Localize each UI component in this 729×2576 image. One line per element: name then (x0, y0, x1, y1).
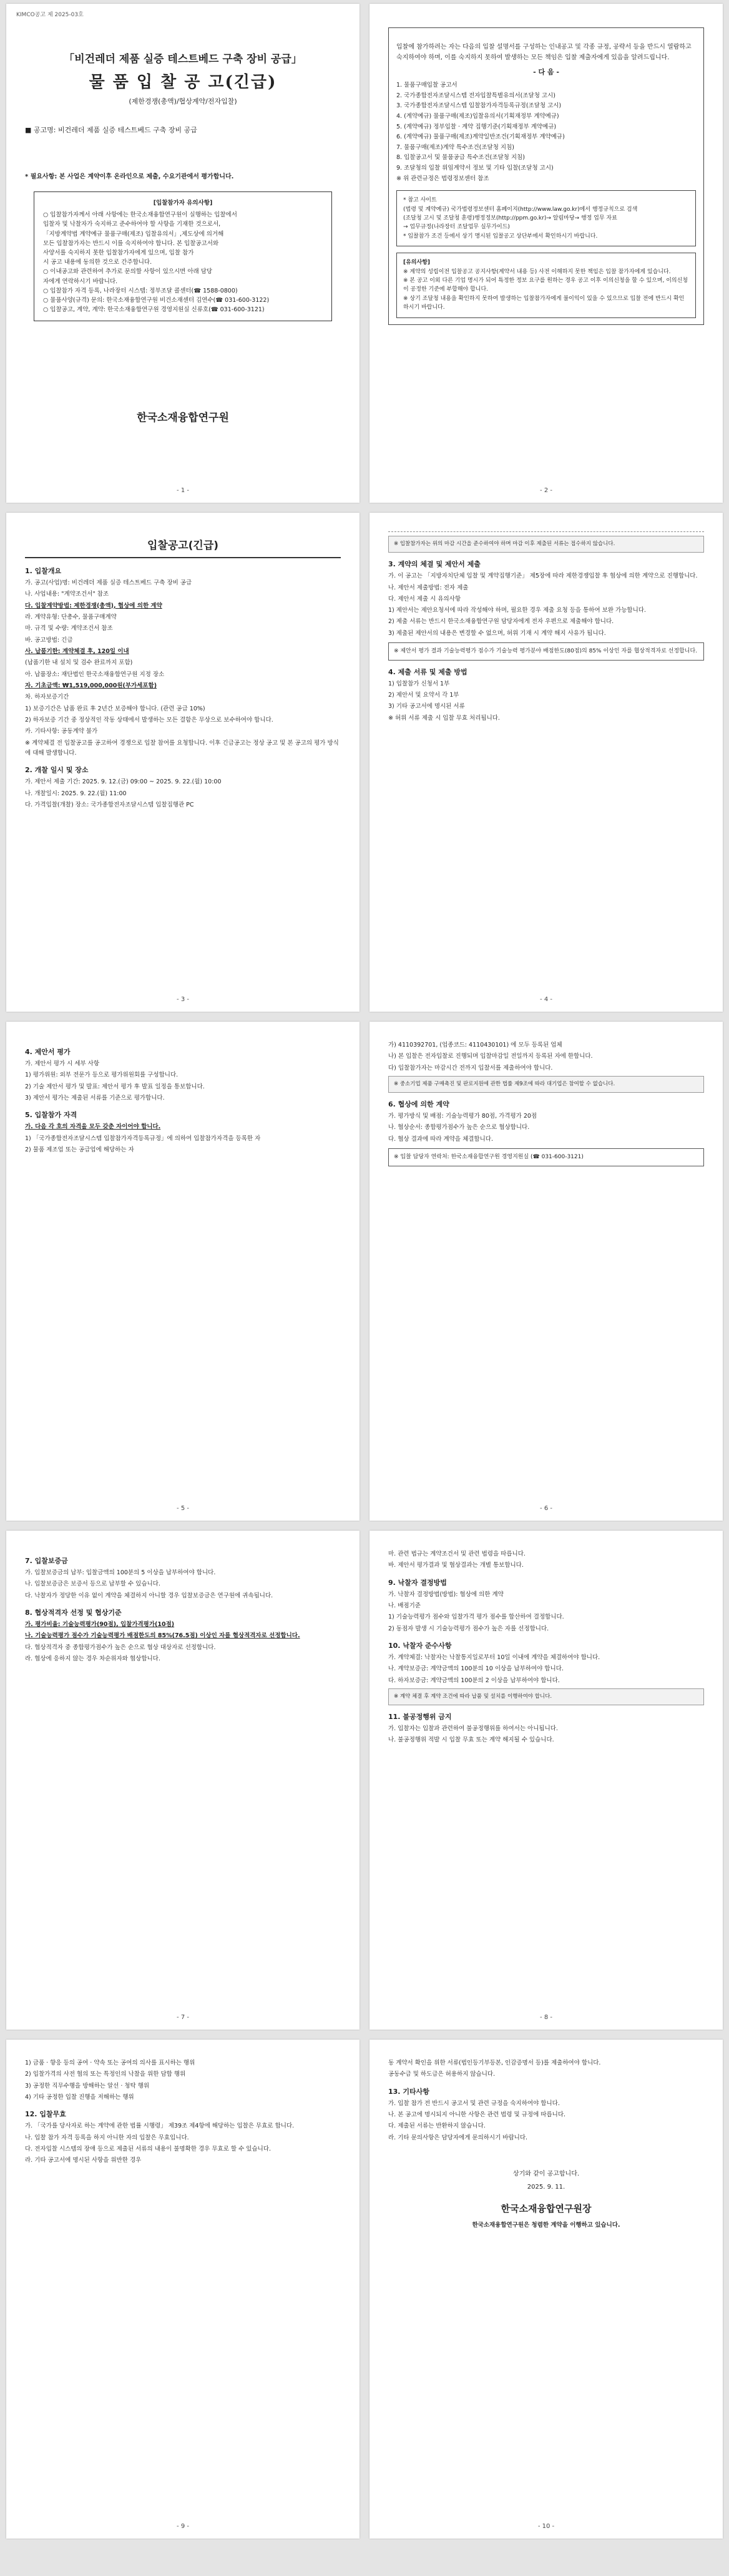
section-body (25, 2058, 341, 2103)
text-line: 1) 평가위원: 외부 전문가 등으로 평가위원회를 구성합니다. (25, 1072, 179, 1079)
box-line: (법령 및 계약예규) 국가법령정보센터 홈페이지(http://www.law.go.kr)에서 행정규칙으로 검색 (403, 206, 638, 213)
cover-main-title: 물 품 입 찰 공 고(긴급) (89, 73, 277, 92)
text-line: 공동수급 및 하도급은 허용하지 않습니다. (388, 2071, 496, 2078)
section-body (25, 1122, 341, 1155)
list-item: 6. (계약예규) 물품구매(제조)계약일반조건(기획재정부 계약예규) (396, 133, 565, 141)
page-number: - 8 - (540, 2014, 552, 2021)
text-line: 사. 납품기한: 계약체결 후, 120일 이내 (25, 647, 129, 655)
caution-line: ※ 계약의 성립이전 입찰공고 공지사항(계약서 내용 등) 사전 이해하지 못한 책임은 입찰 참가자에게 있습니다. (403, 268, 671, 275)
section-body (388, 1549, 704, 1571)
integrity-statement: 한국소재융합연구원은 청렴한 계약을 이행하고 있습니다. (472, 2221, 620, 2229)
text-line: 다. 입찰계약방법: 제한경쟁(총액), 협상에 의한 계약 (25, 602, 162, 609)
text-line: 1) 제안서는 제안요청서에 따라 작성해야 하며, 필요한 경우 제출 요청 등을 통하여 보완 가능합니다. (388, 607, 646, 614)
text-line: 나. 제안서 제출방법: 전자 제출 (388, 584, 469, 591)
sme-note: ※ 중소기업 제품 구매촉진 및 판로지원에 관한 법률 제9조에 따라 대기업은 참여할 수 없습니다. (388, 1076, 704, 1093)
text-line: 가. 「국가를 당사자로 하는 계약에 관한 법률 시행령」 제39조 제4항에 해당하는 입찰은 무효로 합니다. (25, 2123, 295, 2130)
list-item: 1. 물품구매입찰 공고서 (396, 82, 457, 89)
reference-section (388, 27, 704, 325)
text-line: 2) 제안서 및 요약서 각 1부 (388, 691, 459, 699)
text-line: 다. 협상적격자 중 종합평가점수가 높은 순으로 협상 대상자로 선정합니다. (25, 1644, 216, 1651)
page-number: - 10 - (537, 2523, 555, 2530)
reference-sites-box (396, 190, 696, 246)
section-heading: 3. 계약의 체결 및 제안서 제출 (388, 560, 481, 569)
text-line: (납품기한 내 설치 및 검수 완료까지 포함) (25, 659, 133, 667)
text-line: 가. 계약체결: 낙찰자는 낙찰통지일로부터 10일 이내에 계약을 체결하여야 합니다. (388, 1654, 600, 1661)
text-line: 나. 배점기준 (388, 1602, 421, 1609)
text-line: 나. 본 공고에 명시되지 아니한 사항은 관련 법령 및 규정에 따릅니다. (388, 2111, 566, 2118)
text-line: 다. 낙찰자가 정당한 이유 없이 계약을 체결하지 아니할 경우 입찰보증금은 연구원에 귀속됩니다. (25, 1592, 273, 1599)
page-3 (6, 513, 360, 1012)
notice-line: ○ 입찰참가자께서 아래 사항에는 한국소재융합연구원이 실행하는 입찰에서 (43, 211, 237, 219)
section-body (388, 2099, 704, 2143)
text-line: 2) 하자보증 기간 중 정상적인 작동 상태에서 발생하는 모든 결함은 무상으로 보수하여야 합니다. (25, 716, 273, 724)
section-body (25, 578, 341, 758)
page-2 (369, 4, 723, 503)
section-heading: 9. 낙찰자 결정방법 (388, 1578, 447, 1587)
text-line: 1) 보증기간은 납품 완료 후 2년간 보증해야 합니다. (관련 공급 10%) (25, 705, 205, 712)
notice-line: 자에게 연락하시기 바랍니다. (43, 278, 118, 285)
page-9 (6, 2040, 360, 2539)
notice-line: 사양서를 숙지하지 못한 입찰참가자에게 있으며, 입찰 참가 (43, 249, 194, 256)
text-line: 나) 본 입찰은 전자입찰로 진행되며 입찰마감일 전일까지 등록된 자에 한합니다. (388, 1053, 593, 1060)
page-number: - 5 - (177, 1505, 189, 1512)
section-body (25, 2121, 341, 2166)
notice-line: 입찰자 및 낙찰자가 숙지하고 준수하여야 할 사항을 기재한 것으로서, (43, 221, 221, 228)
text-line: 다) 입찰참가자는 마감시간 전까지 입찰서를 제출하여야 합니다. (388, 1064, 553, 1072)
text-line: 다. 제출된 서류는 반환하지 않습니다. (388, 2123, 486, 2130)
section-body (388, 571, 704, 639)
section-body (388, 2058, 704, 2080)
notice-title: 입찰공고(긴급) (147, 540, 219, 552)
caution-title: [유의사항] (403, 259, 431, 266)
text-line: 다. 제안서 제출 시 유의사항 (388, 595, 461, 603)
section-body (25, 1059, 341, 1103)
page-number: - 4 - (540, 996, 552, 1003)
text-line: 나. 기술능력평가 점수가 기술능력평가 배점한도의 85%(76.5점) 이상인 자를 협상적격자로 선정합니다. (25, 1632, 300, 1640)
page-number: - 1 - (177, 487, 189, 494)
section-body (388, 1590, 704, 1634)
page-number: - 6 - (540, 1505, 552, 1512)
page-8 (369, 1531, 723, 2030)
section-heading: 7. 입찰보증금 (25, 1557, 68, 1565)
text-line: 4) 기타 공정한 입찰 진행을 저해하는 행위 (25, 2093, 134, 2101)
page-number: - 7 - (177, 2014, 189, 2021)
text-line: 가. 다음 각 호의 자격을 모두 갖춘 자이어야 합니다. (25, 1123, 161, 1131)
page-number: - 2 - (540, 487, 552, 494)
notice-box-title: [입찰참가자 유의사항] (153, 200, 213, 206)
text-line: 나. 입찰보증금은 보증서 등으로 납부할 수 있습니다. (25, 1581, 160, 1588)
closing-organization: 한국소재융합연구원장 (501, 2202, 592, 2214)
section-heading: 5. 입찰참가 자격 (25, 1111, 77, 1120)
page-number: - 9 - (177, 2523, 189, 2530)
section-body (388, 679, 704, 724)
caution-box (396, 253, 696, 317)
text-line: 바. 제안서 평가결과 및 협상결과는 개별 통보합니다. (388, 1562, 524, 1569)
cover-subtitle: (제한경쟁(총액)/협상계약/전자입찰) (129, 97, 237, 105)
box-line: (조달청 고시 및 조달청 훈령)행정정보(http://ppm.go.kr)→ 알림마당→ 행정 업무 자료 (403, 215, 617, 222)
contact-line: ○ 입찰공고, 계약, 계약: 한국소재융합연구원 경영지원실 신류호(☎ 031-600-3121) (43, 306, 265, 314)
text-line: 마. 규격 및 수량: 계약조건서 참조 (25, 625, 113, 632)
text-line: 2) 입찰가격의 사전 협의 또는 특정인의 낙찰을 위한 담합 행위 (25, 2071, 186, 2078)
section-body (388, 1653, 704, 1686)
section-heading: 8. 협상적격자 선정 및 협상기준 (25, 1608, 122, 1617)
text-line: 나. 협상순서: 종합평가점수가 높은 순으로 협상합니다. (388, 1124, 530, 1131)
section-body (25, 1568, 341, 1601)
list-item: 3. 국가종합전자조달시스템 입찰참가자격등록규정(조달청 고시) (396, 102, 562, 110)
notice-line: 시 공고 내용에 동의한 것으로 간주합니다. (43, 259, 152, 266)
section-body (388, 1040, 704, 1073)
text-line: 나. 입찰 참가 자격 등록을 하지 아니한 자의 입찰은 무효입니다. (25, 2134, 189, 2141)
list-item: 8. 입찰공고서 및 물품공급 특수조건(조달청 지침) (396, 154, 525, 162)
page-10 (369, 2040, 723, 2539)
evaluation-note-box: ※ 제안서 평가 결과 기술능력평가 점수가 기술능력 평가분야 배점한도(80점)의 85% 이상인 자를 협상적격자로 선정합니다. (388, 642, 704, 660)
section-body (25, 777, 341, 810)
caution-line: ※ 본 공고 이외 다른 기업 명시가 되어 특정한 정보 요구를 원하는 경우 공고 이후 이의신청을 할 수 있으며, 이의신청이 공정한 기준에 부합해야 합니다. (403, 277, 688, 293)
intro-text: 입찰에 참가하려는 자는 다음의 입찰 설명서를 구성하는 인내공고 및 각종 규정, 공략서 등을 반드시 열람하고 숙지하여야 하며, 이를 숙지하지 못하여 발생하는 모든 책임은 입찰 제출자에게 있음을 알려드립니다. (396, 44, 692, 61)
text-line: 나. 개찰일시: 2025. 9. 22.(월) 11:00 (25, 790, 127, 797)
text-line: 가. 평가비율: 기술능력평가(90점), 입찰가격평가(10점) (25, 1620, 175, 1628)
section-heading: - 다 음 - (533, 68, 559, 76)
text-line: 가. 이 공고는 「지방자치단체 입찰 및 계약집행기준」 제5장에 따라 제한경쟁입찰 후 협상에 의한 계약으로 진행합니다. (388, 573, 698, 580)
text-line: 2) 기술 제안서 평가 및 발표: 제안서 평가 후 발표 일정을 통보합니다. (25, 1083, 205, 1090)
section-body (388, 1724, 704, 1746)
text-line: 아. 납품장소: 재단법인 한국소재융합연구원 지정 장소 (25, 671, 165, 678)
contract-note: ※ 계약 체결 후 계약 조건에 따라 납품 및 설치를 이행하여야 합니다. (388, 1688, 704, 1705)
text-line: 1) 「국가종합전자조달시스템 입찰참가자격등록규정」에 의하여 입찰참가자격을 등록한 자 (25, 1135, 261, 1142)
list-item: 4. (계약예규) 물품구매(제조)입찰유의서(기획재정부 계약예규) (396, 112, 559, 120)
text-line: 가. 낙찰자 결정방법(방법): 협상에 의한 계약 (388, 1591, 504, 1598)
section-heading: 1. 입찰개요 (25, 567, 62, 575)
text-line: 다. 하자보증금: 계약금액의 100분의 2 이상을 납부하여야 합니다. (388, 1677, 560, 1684)
section-heading: 12. 입찰무효 (25, 2110, 66, 2119)
section-heading: 11. 불공정행위 금지 (388, 1713, 452, 1721)
notice-line: ○ 이내공고와 관련하여 추가로 문의할 사항이 있으시면 아래 담당 (43, 268, 213, 276)
page-6 (369, 1022, 723, 1521)
text-line: 2) 동점자 발생 시 기술능력평가 점수가 높은 자를 선정합니다. (388, 1625, 549, 1632)
section-heading: 13. 기타사항 (388, 2087, 429, 2096)
top-note: ※ 입찰참가자는 위의 마감 시간을 준수하여야 하며 마감 이후 제출된 서류는 접수하지 않습니다. (388, 536, 704, 553)
cover-organization: 한국소재융합연구원 (137, 412, 229, 425)
text-line: ※ 계약체결 전 입찰공고를 공고하여 경쟁으로 입찰 참여를 요청합니다. 이후 긴급공고는 정상 공고 및 본 공고의 평가 방식에 대해 발생합니다. (25, 739, 339, 757)
contact-line: ○ 입찰참가 자격 등록, 나라장터 시스템: 정부조달 콜센터(☎ 1588-0800) (43, 287, 238, 294)
text-line: 3) 제출된 제안서의 내용은 변경할 수 없으며, 허위 기재 시 계약 해지 사유가 됩니다. (388, 629, 606, 637)
text-line: 카. 기타사항: 공동계약 불가 (25, 728, 98, 735)
list-item: 7. 물품구매(제조)계약 특수조건(조달청 지침) (396, 143, 514, 151)
text-line: 가. 입찰 참가 전 반드시 공고서 및 관련 규정을 숙지하여야 합니다. (388, 2099, 560, 2107)
bidder-notice-box (34, 191, 332, 321)
contact-note-box: ※ 입찰 담당자 연락처: 한국소재융합연구원 경영지원실 (☎ 031-600-3121) (388, 1148, 704, 1166)
reference-list (396, 80, 696, 184)
text-line: 가) 4110392701, (업종코드: 4110430101) 에 모두 등록된 업체 (388, 1042, 562, 1048)
box-line: * 입찰참가 조건 등에서 상기 명시된 입찰공고 상단부에서 확인하시기 바랍니다. (403, 233, 598, 240)
notice-line: 모든 입찰참가자는 반드시 이를 숙지하여야 합니다. 본 입찰공고서와 (43, 240, 219, 247)
text-line: 나. 불공정행위 적발 시 입찰 무효 또는 계약 해지될 수 있습니다. (388, 1736, 554, 1744)
text-line: 차. 하자보증기간 (25, 694, 69, 701)
text-line: 가. 입찰보증금의 납부: 입찰금액의 100분의 5 이상을 납부하여야 합니다. (25, 1569, 216, 1576)
text-line: 3) 제안서 평가는 제출된 서류를 기준으로 평가합니다. (25, 1094, 165, 1102)
section-body (388, 1111, 704, 1145)
cover-title: 「비건레더 제품 실증 테스트베드 구축 장비 공급」 (64, 53, 302, 65)
text-line: 라. 계약유형: 단총수, 물품구매계약 (25, 613, 117, 621)
text-line: 다. 가격입찰(개찰) 장소: 국가종합전자조달시스템 입찰집행관 PC (25, 801, 194, 808)
text-line: 다. 협상 결과에 따라 계약을 체결합니다. (388, 1135, 493, 1143)
notice-line: 「지방계약법 계약예규 물품구매(제조) 입찰유의서」,제도상에 의거해 (43, 230, 224, 238)
section-heading: 4. 제출 서류 및 제출 방법 (388, 667, 467, 676)
closing-statement: 상기와 같이 공고합니다. (512, 2170, 580, 2177)
text-line: ※ 허위 서류 제출 시 입찰 무효 처리됩니다. (388, 714, 500, 722)
text-line: 라. 기타 문의사항은 담당자에게 문의하시기 바랍니다. (388, 2134, 528, 2141)
caution-line: ※ 상기 조달청 내용을 확인하지 못하여 발생하는 입찰참가자에게 불이익이 있을 수 있으므로 입찰 전에 반드시 확인하시기 바랍니다. (403, 295, 685, 311)
text-line: 라. 협상에 응하지 않는 경우 차순위자와 협상합니다. (25, 1655, 160, 1662)
text-line: 마. 관련 법규는 계약조건서 및 관련 법령을 따릅니다. (388, 1551, 526, 1557)
text-line: 가. 입찰자는 입찰과 관련하여 불공정행위를 하여서는 아니됩니다. (388, 1725, 558, 1733)
cover-notice: * 필요사항: 본 사업은 계약이후 온라인으로 제출, 수요기관에서 평가합니다. (25, 173, 234, 180)
section-heading: 6. 협상에 의한 계약 (388, 1100, 449, 1109)
box-line: * 참고 사이트 (403, 197, 437, 204)
text-line: 3) 공정한 직무수행을 방해하는 알선 · 청탁 행위 (25, 2082, 150, 2089)
list-item: ※ 위 관련규정은 법령정보센터 참조 (396, 175, 489, 182)
text-line: 1) 기술능력평가 점수와 입찰가격 평가 점수를 합산하여 결정합니다. (388, 1614, 564, 1621)
section-body (25, 1620, 341, 1664)
section-heading: 2. 개찰 일시 및 장소 (25, 766, 89, 775)
list-item: 2. 국가종합전자조달시스템 전자입찰특별유의서(조달청 고시) (396, 92, 555, 99)
box-line: → 업무규정(나라장터 조달업무 실무가이드) (403, 224, 510, 231)
contact-line: ○ 물품사양(규격) 문의: 한국소재융합연구원 비건소재센터 김연수(☎ 031-600-3122) (43, 296, 270, 304)
text-line: 2) 물품 제조업 또는 공급업에 해당하는 자 (25, 1146, 134, 1153)
text-line: 바. 공고방법: 긴급 (25, 636, 73, 644)
text-line: 자. 기초금액: ₩1,519,000,000원(부가세포함) (25, 682, 157, 689)
document-number: KIMCO공고 제 2025-03호 (16, 12, 84, 18)
cover-announcement-name: ■ 공고명: 비건레더 제품 실증 테스트베드 구축 장비 공급 (25, 126, 197, 134)
section-heading: 10. 낙찰자 준수사항 (388, 1641, 452, 1650)
text-line: 2) 제출 서류는 반드시 한국소재융합연구원 담당자에게 전자 우편으로 제출해야 합니다. (388, 618, 614, 626)
divider (388, 531, 704, 532)
text-line: 가. 제안서 제출 기간: 2025. 9. 12.(금) 09:00 ~ 2025. 9. 22.(월) 10:00 (25, 778, 222, 786)
list-item: 5. (계약예규) 정부입찰 · 계약 집행기준(기획재정부 계약예규) (396, 123, 557, 130)
text-line: 나. 계약보증금: 계약금액의 100분의 10 이상을 납부하여야 합니다. (388, 1665, 564, 1673)
text-line: 3) 기타 공고서에 명시된 서류 (388, 703, 465, 710)
text-line: 가. 제안서 평가 시 세부 사항 (25, 1060, 100, 1067)
page-number: - 3 - (177, 996, 189, 1003)
page-1 (6, 4, 360, 503)
section-heading: 4. 제안서 평가 (25, 1048, 71, 1056)
page-7 (6, 1531, 360, 2030)
text-line: 라. 기타 공고서에 명시된 사항을 위반한 경우 (25, 2157, 142, 2164)
text-line: 1) 금품 · 향응 등의 공여 · 약속 또는 공여의 의사를 표시하는 행위 (25, 2060, 195, 2066)
text-line: 가. 공고(사업)명: 비건레더 제품 실증 테스트베드 구축 장비 공급 (25, 579, 192, 586)
page-5 (6, 1022, 360, 1521)
text-line: 1) 입찰참가 신청서 1부 (388, 680, 450, 687)
title-divider (25, 557, 341, 558)
page-4 (369, 513, 723, 1012)
closing-date: 2025. 9. 11. (527, 2183, 565, 2191)
text-line: 동 계약서 확인을 위한 서류(법인등기부등본, 인감증명서 등)를 제출하여야 합니다. (388, 2060, 601, 2066)
text-line: 가. 평가방식 및 배점: 기술능력평가 80점, 가격평가 20점 (388, 1113, 537, 1120)
text-line: 다. 전자입찰 시스템의 장애 등으로 제출된 서류의 내용이 불명확한 경우 무효로 할 수 있습니다. (25, 2145, 272, 2152)
list-item: 9. 조달청의 입찰 위임계약서 정보 및 기타 입찰(조달청 고시) (396, 165, 554, 172)
text-line: 나. 사업내용: "계약조건서" 참조 (25, 591, 109, 598)
